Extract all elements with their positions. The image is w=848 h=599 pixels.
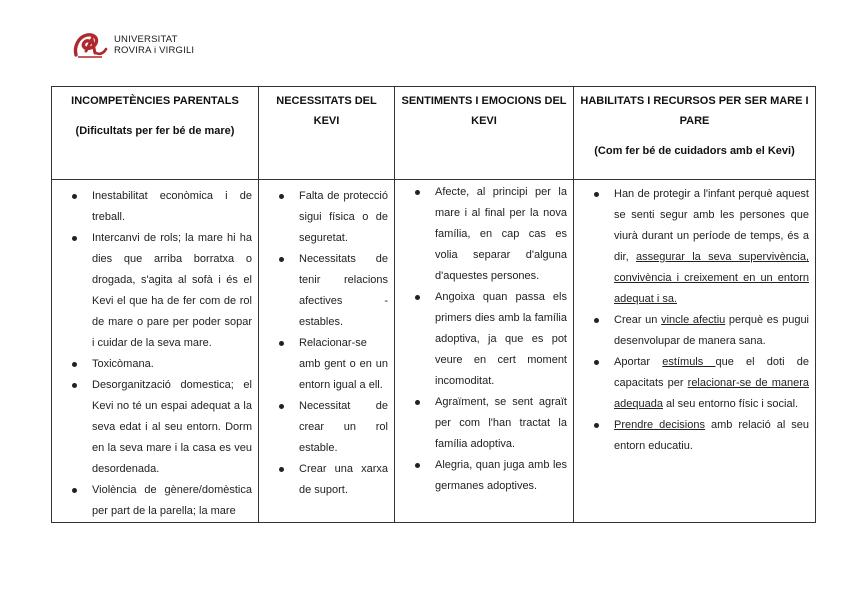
- header-feelings: [395, 87, 574, 180]
- header-title: HABILITATS I RECURSOS PER SER MARE I PARE: [580, 95, 809, 127]
- list-item: Necessitat de crear un rol estable.: [299, 396, 388, 459]
- list-item: Intercanvi de rols; la mare hi ha dies que arriba borratxa o drogada, s'agita al sofà i és el Kevi el que ha de fer com de rol de mare o pare per poder sopar i cuidar de la seva mare.: [92, 228, 252, 354]
- list-item: [614, 352, 809, 415]
- list-item: Toxicòmana.: [92, 354, 252, 375]
- list-item: Angoixa quan passa els primers dies amb la família adoptiva, ja que es pot veure en cert moment incomoditat.: [435, 287, 567, 392]
- header-title: INCOMPETÈNCIES PARENTALS: [71, 95, 239, 107]
- underlined-text: assegurar la seva supervivència, convivència i creixement en un entorn adequat i sa.: [614, 251, 809, 305]
- text-span: perquè es pugui desenvolupar de manera sana.: [614, 314, 809, 347]
- university-logo: [72, 31, 194, 59]
- table-header-row: [52, 87, 816, 180]
- text-span: Han de protegir a l'infant perquè aquest se senti segur amb les persones que viurà durant un període de temps, és a dir,: [614, 188, 809, 263]
- logo-line-1: UNIVERSITAT: [114, 34, 178, 45]
- cell-feelings: [395, 180, 574, 523]
- list-item: [614, 310, 809, 352]
- list-item: Relacionar-se amb gent o en un entorn igual a ell.: [299, 333, 388, 396]
- list-item: Crear una xarxa de suport.: [299, 459, 388, 501]
- university-emblem-icon: [72, 31, 108, 59]
- cell-skills: [574, 180, 816, 523]
- list-item: Falta de protecció sigui física o de seguretat.: [299, 186, 388, 249]
- list-item: Desorganització domestica; el Kevi no té un espai adequat a la seva edat i al seu entorn. Dorm en la seva mare i la casa es veu desordenada.: [92, 375, 252, 480]
- list-item: Inestabilitat econòmica i de treball.: [92, 186, 252, 228]
- table-row: [52, 180, 816, 523]
- list-item: Afecte, al principi per la mare i al final per la nova família, en cap cas es volia separar d'alguna d'aquestes persones.: [435, 182, 567, 287]
- underlined-text: Prendre decisions: [614, 419, 705, 431]
- cell-incompetencies: [52, 180, 259, 523]
- list-item: [614, 184, 809, 310]
- text-span: al seu entorno físic i social.: [662, 398, 799, 410]
- text-span: Crear un: [614, 314, 662, 326]
- underlined-text: vincle afectiu: [661, 314, 726, 326]
- list-item: Agraïment, se sent agraït per com l'han tractat la família adoptiva.: [435, 392, 567, 455]
- header-incompetencies: [52, 87, 259, 180]
- list-item: Violència de gènere/domèstica per part de la parella; la mare: [92, 480, 252, 522]
- text-span: Aportar: [614, 356, 663, 368]
- list-item: Necessitats de tenir relacions afectives - estables.: [299, 249, 388, 333]
- underlined-text: relacionar-se de manera adequada: [614, 377, 809, 410]
- text-span: que el doti de capacitats per: [614, 356, 809, 389]
- list-item: [614, 415, 809, 457]
- header-subtitle: (Com fer bé de cuidadors amb el Kevi): [594, 145, 795, 157]
- underlined-text: estímuls: [662, 356, 716, 368]
- header-needs: [259, 87, 395, 180]
- parenting-table: [51, 86, 816, 523]
- header-subtitle: (Dificultats per fer bé de mare): [75, 125, 235, 137]
- header-title: NECESSITATS DEL KEVI: [276, 95, 377, 127]
- logo-line-2: ROVIRA i VIRGILI: [114, 45, 195, 56]
- text-span: amb relació al seu entorn educatiu.: [614, 419, 809, 452]
- header-skills: [574, 87, 816, 180]
- cell-needs: [259, 180, 395, 523]
- list-item: Alegria, quan juga amb les germanes adoptives.: [435, 455, 567, 497]
- header-title: SENTIMENTS I EMOCIONS DEL KEVI: [401, 95, 567, 127]
